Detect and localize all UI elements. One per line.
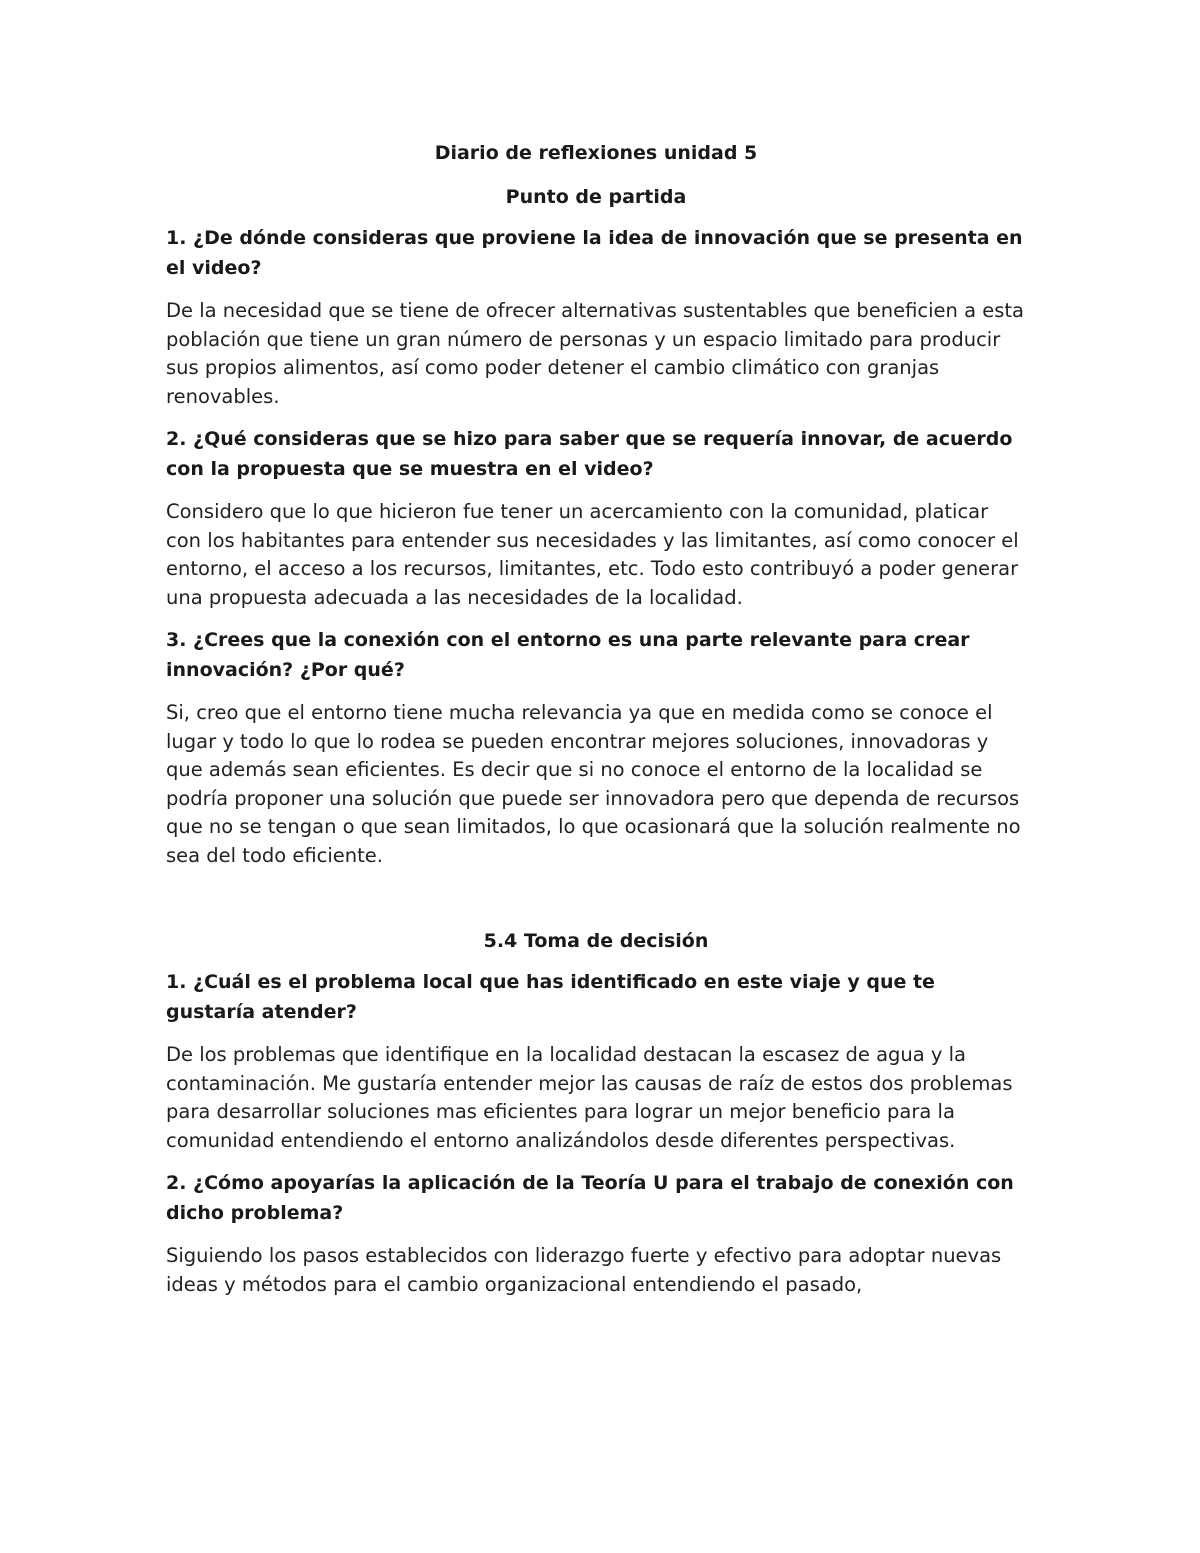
question-2: 2. ¿Qué consideras que se hizo para saber que se requería innovar, de acuerdo con la propuesta que se muestra en el video? [166,428,1013,480]
document-page [166,138,1026,1313]
question-1: 1. ¿De dónde consideras que proviene la idea de innovación que se presenta en el video? [166,227,1023,279]
answer-3: Si, creo que el entorno tiene mucha relevancia ya que en medida como se conoce el lugar y todo lo que lo rodea se pueden encontrar mejores soluciones, innovadoras y que además sean eficientes. Es decir que si no conoce el entorno de la localidad se podría proponer una solución que puede ser innovadora pero que dependa de recursos que no se tengan o que sean limitados, lo que ocasionará que la solución realmente no sea del todo eficiente. [166,701,1021,867]
answer-5-4-1: De los problemas que identifique en la localidad destacan la escasez de agua y la contaminación. Me gustaría entender mejor las causas de raíz de estos dos problemas para desarrollar soluciones mas eficientes para lograr un mejor beneficio para la comunidad entendiendo el entorno analizándolos desde diferentes perspectivas. [166,1043,1013,1152]
answer-1: De la necesidad que se tiene de ofrecer alternativas sustentables que beneficien a esta población que tiene un gran número de personas y un espacio limitado para producir sus propios alimentos, así como poder detener el cambio climático con granjas renovables. [166,299,1024,408]
question-5-4-2: 2. ¿Cómo apoyarías la aplicación de la Teoría U para el trabajo de conexión con dicho problema? [166,1172,1014,1224]
section-heading-toma-de-decision: 5.4 Toma de decisión [483,930,709,952]
question-3: 3. ¿Crees que la conexión con el entorno es una parte relevante para crear innovación? ¿Por qué? [166,629,970,681]
section-heading-punto-de-partida: Punto de partida [505,186,687,208]
question-5-4-1: 1. ¿Cuál es el problema local que has identificado en este viaje y que te gustaría atender? [166,971,935,1023]
section-spacer [166,884,1026,926]
answer-2: Considero que lo que hicieron fue tener un acercamiento con la comunidad, platicar con los habitantes para entender sus necesidades y las limitantes, así como conocer el entorno, el acceso a los recursos, limitantes, etc. Todo esto contribuyó a poder generar una propuesta adecuada a las necesidades de la localidad. [166,500,1019,609]
answer-5-4-2: Siguiendo los pasos establecidos con liderazgo fuerte y efectivo para adoptar nuevas ideas y métodos para el cambio organizacional entendiendo el pasado, [166,1244,1002,1296]
document-title: Diario de reflexiones unidad 5 [434,142,758,164]
